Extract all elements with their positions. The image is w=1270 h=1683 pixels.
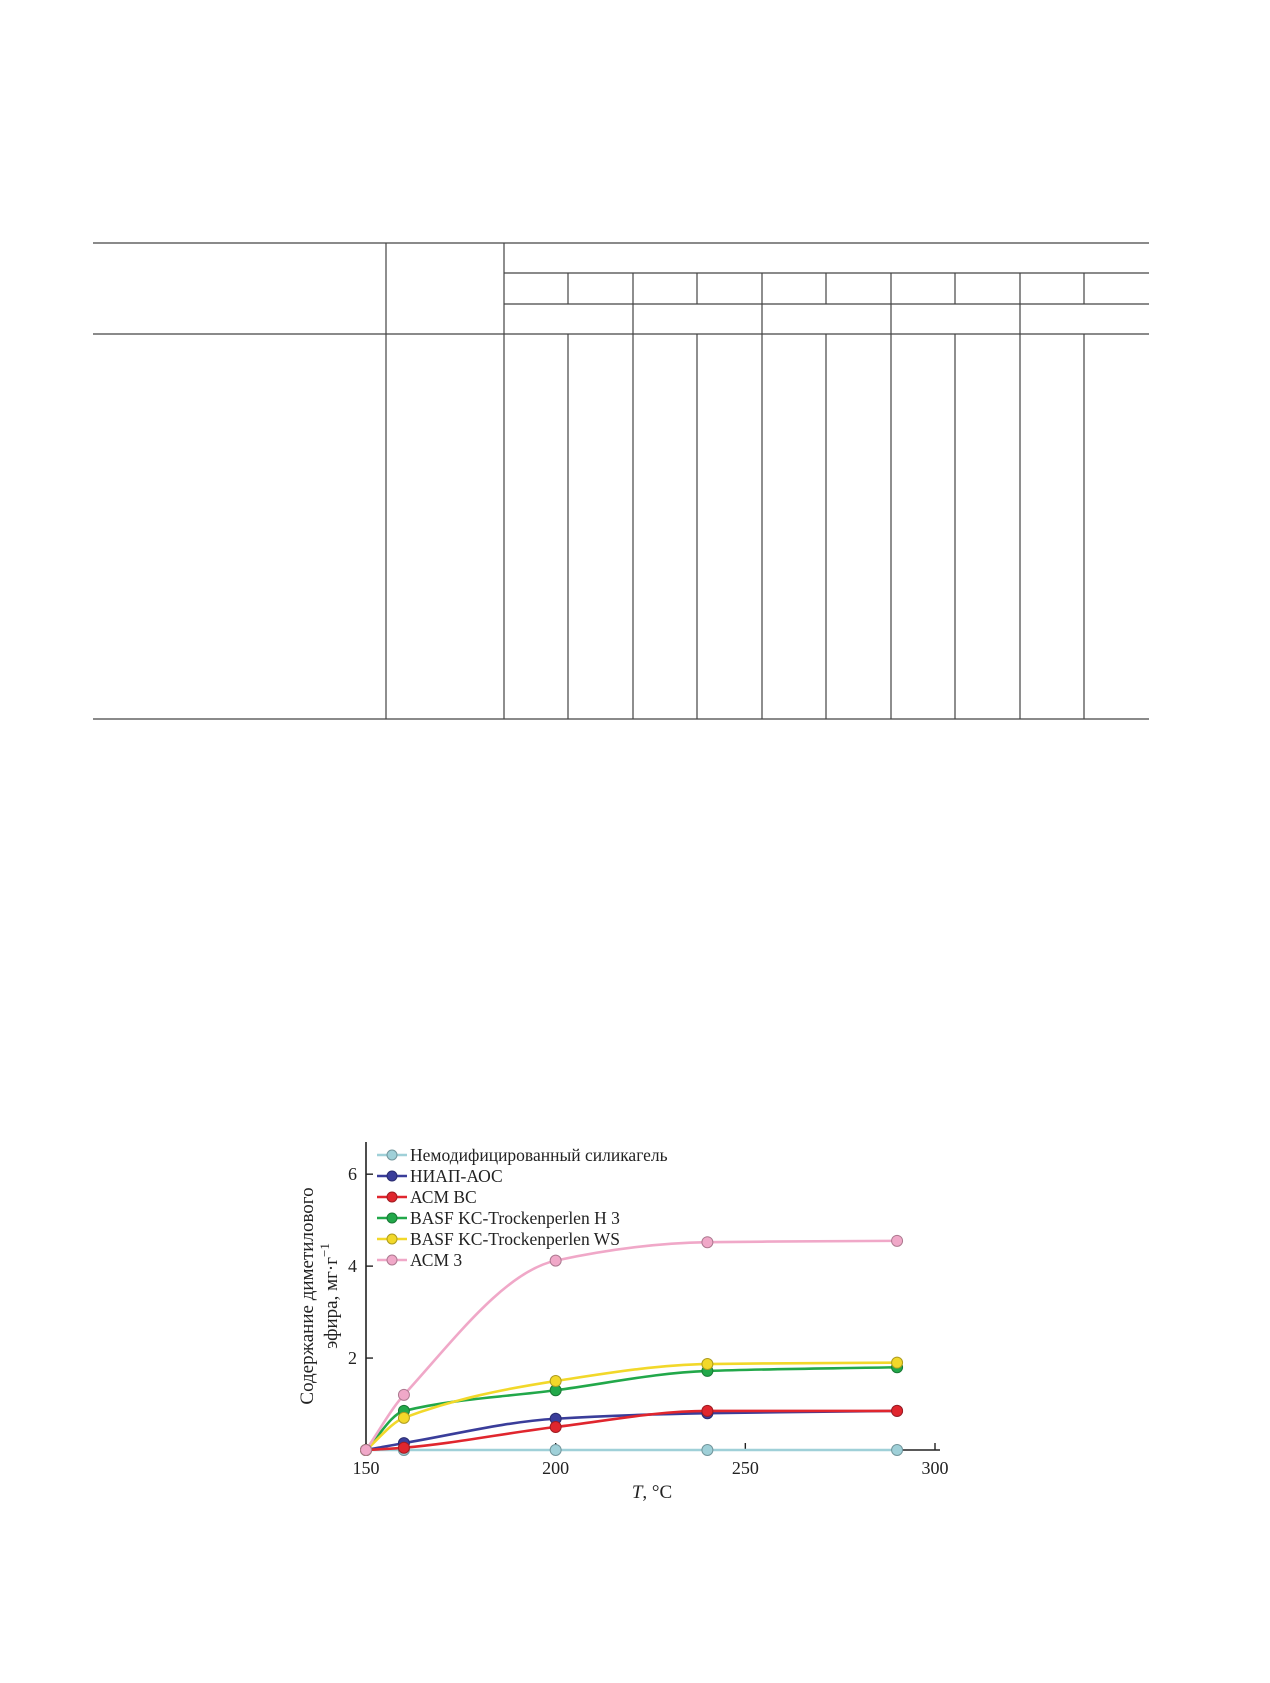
- series-point-4: [550, 1376, 561, 1387]
- y-axis-title-line-2: [317, 1243, 342, 1349]
- x-tick-label: 200: [542, 1458, 570, 1478]
- x-tick-label: 150: [352, 1458, 380, 1478]
- series-point-5: [702, 1237, 713, 1248]
- y-tick-label: 6: [348, 1164, 357, 1185]
- series-point-0: [550, 1445, 561, 1456]
- y-axis-title: [297, 1187, 342, 1404]
- chart-legend: [377, 1145, 668, 1270]
- legend-swatch-marker: [387, 1150, 397, 1160]
- x-axis-title: [632, 1482, 672, 1503]
- series-point-0: [892, 1445, 903, 1456]
- series-point-5: [892, 1235, 903, 1246]
- series-point-4: [892, 1357, 903, 1368]
- series-point-2: [892, 1405, 903, 1416]
- x-tick-label: 250: [731, 1458, 759, 1478]
- legend-swatch-marker: [387, 1255, 397, 1265]
- legend-swatch-marker: [387, 1213, 397, 1223]
- legend-swatch-marker: [387, 1234, 397, 1244]
- legend-label: АСМ ВС: [410, 1187, 477, 1207]
- y-axis-title-main: эфира, мг·г: [321, 1256, 342, 1349]
- x-tick-label: 300: [921, 1458, 949, 1478]
- legend-label: Немодифицированный силикагель: [410, 1145, 668, 1165]
- y-tick-label: 2: [348, 1348, 357, 1369]
- series-point-4: [702, 1359, 713, 1370]
- y-tick-label: 4: [348, 1256, 357, 1277]
- x-axis-unit: , °C: [642, 1482, 673, 1503]
- y-axis-title-line-1: Содержание диметилового: [297, 1187, 318, 1405]
- series-line-2: [366, 1411, 897, 1450]
- x-axis-variable: T: [631, 1482, 643, 1503]
- legend-swatch-marker: [387, 1192, 397, 1202]
- legend-label: НИАП-АОС: [410, 1166, 503, 1186]
- y-axis-title-sup: −1: [317, 1243, 332, 1257]
- series-line-3: [366, 1367, 897, 1450]
- series-line-4: [366, 1363, 897, 1450]
- series-point-2: [398, 1442, 409, 1453]
- series-point-0: [702, 1445, 713, 1456]
- series-lines: [366, 1241, 897, 1450]
- legend-label: BASF KC-Trockenperlen H 3: [410, 1208, 620, 1228]
- series-point-5: [398, 1389, 409, 1400]
- series-point-5: [550, 1255, 561, 1266]
- legend-label: BASF KC-Trockenperlen WS: [410, 1229, 621, 1249]
- legend-label: АСМ 3: [410, 1250, 463, 1270]
- series-point-2: [702, 1405, 713, 1416]
- series-line-5: [366, 1241, 897, 1450]
- legend-swatch-marker: [387, 1171, 397, 1181]
- series-point-2: [550, 1422, 561, 1433]
- series-point-4: [398, 1412, 409, 1423]
- series-point-5: [361, 1445, 372, 1456]
